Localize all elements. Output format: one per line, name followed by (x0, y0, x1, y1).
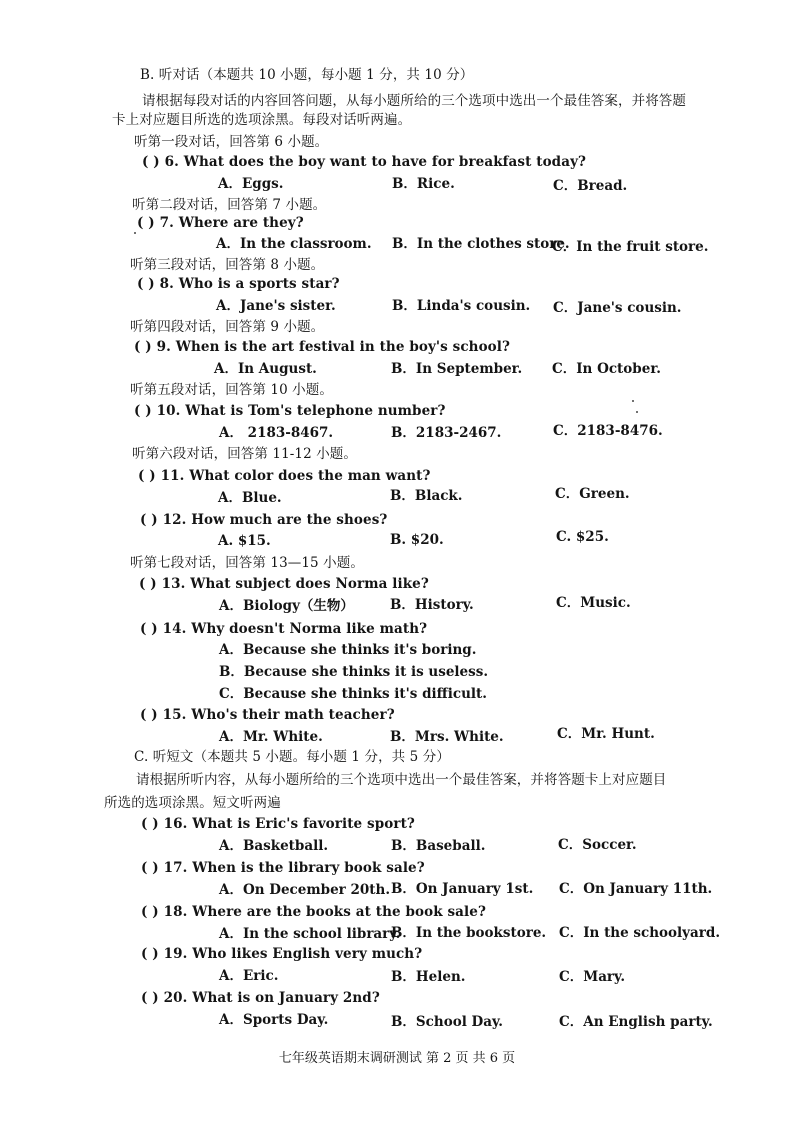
dialog-prompt-4: 听第四段对话，回答第 9 小题。 (130, 319, 325, 335)
option-a: A．Sports Day. (219, 1012, 329, 1028)
question-text: What is on January 2nd? (192, 990, 380, 1006)
question-number: 9. (156, 339, 171, 355)
section-b-instruction-1: 请根据每段对话的内容回答问题，从每小题所给的三个选项中选出一个最佳答案，并将答题 (142, 93, 686, 109)
option-c: C．Mary. (559, 969, 626, 985)
question-text: Where are the books at the book sale? (192, 904, 486, 920)
option-b: B．Helen. (391, 969, 466, 985)
question-17 (141, 859, 425, 877)
option-a: A．In the school library. (219, 926, 401, 942)
question-number: 6. (164, 154, 179, 170)
scan-speck (636, 411, 638, 413)
option-c: C．2183-8476. (553, 423, 663, 439)
option-b: B. $20. (390, 532, 444, 548)
question-text: When is the art festival in the boy's school? (175, 339, 511, 355)
dialog-prompt-7: 听第七段对话，回答第 13—15 小题。 (130, 555, 364, 571)
question-number: 15. (162, 707, 187, 723)
answer-paren[interactable]: ( ) (134, 339, 152, 355)
option-c: C．Mr. Hunt. (557, 726, 655, 742)
answer-paren[interactable]: ( ) (137, 215, 155, 231)
question-text: Where are they? (178, 215, 304, 231)
question-text: What color does the man want? (189, 468, 431, 484)
option-b: B．History. (390, 597, 474, 613)
answer-paren[interactable]: ( ) (138, 468, 156, 484)
question-11 (138, 467, 430, 485)
option-a: A．In the classroom. (216, 236, 372, 252)
answer-paren[interactable]: ( ) (139, 576, 157, 592)
answer-paren[interactable]: ( ) (140, 707, 158, 723)
question-number: 20. (163, 990, 188, 1006)
question-text: What does the boy want to have for breakfast today? (183, 154, 587, 170)
section-c-instruction-1: 请根据所听内容，从每小题所给的三个选项中选出一个最佳答案，并将答题卡上对应题目 (136, 772, 667, 788)
option-a: A．Eric. (219, 968, 279, 984)
option-b: B．Linda's cousin. (392, 298, 531, 314)
question-number: 13. (161, 576, 186, 592)
option-c: C．Green. (555, 486, 630, 502)
option-a: A．On December 20th. (219, 882, 391, 898)
answer-paren[interactable]: ( ) (140, 512, 158, 528)
question-number: 11. (160, 468, 185, 484)
option-c: C．In the schoolyard. (559, 925, 721, 941)
answer-paren[interactable]: ( ) (134, 403, 152, 419)
question-number: 14. (162, 621, 187, 637)
question-text: What is Tom's telephone number? (185, 403, 446, 419)
question-number: 16. (163, 816, 188, 832)
option-c: C．Soccer. (558, 837, 637, 853)
question-text: Who likes English very much? (192, 946, 423, 962)
option-a: A．Basketball. (219, 838, 329, 854)
option-a: A．Blue. (218, 490, 282, 506)
scan-speck (632, 400, 634, 402)
question-15 (140, 706, 395, 724)
question-16 (141, 815, 415, 833)
question-14 (140, 620, 427, 638)
option-b: B．On January 1st. (391, 881, 534, 897)
option-b: B．In the clothes store. (392, 236, 570, 252)
question-text: Who's their math teacher? (191, 707, 395, 723)
section-c-heading: C. 听短文（本题共 5 小题。每小题 1 分，共 5 分） (134, 749, 450, 765)
section-c-instruction-2: 所选的选项涂黑。短文听两遍 (104, 795, 281, 811)
option-c: C．Music. (556, 595, 631, 611)
answer-paren[interactable]: ( ) (137, 276, 155, 292)
option-b: B．Mrs. White. (390, 729, 504, 745)
question-10 (134, 402, 445, 420)
option-b: B．2183-2467. (391, 425, 502, 441)
option-a: A．Because she thinks it's boring. (219, 642, 477, 658)
question-text: How much are the shoes? (191, 512, 388, 528)
option-c: C．Jane's cousin. (553, 300, 682, 316)
question-text: Who is a sports star? (178, 276, 340, 292)
option-a: A．Biology（生物） (219, 598, 354, 614)
question-9 (134, 338, 510, 356)
option-b: B．In September. (391, 361, 523, 377)
option-c: C．An English party. (559, 1014, 713, 1030)
option-b: B．School Day. (391, 1014, 503, 1030)
option-b: B．In the bookstore. (391, 925, 547, 941)
question-text: What subject does Norma like? (190, 576, 429, 592)
section-b-instruction-2: 卡上对应题目所选的选项涂黑。每段对话听两遍。 (112, 112, 412, 128)
option-b: B．Rice. (392, 176, 455, 192)
option-a: A．In August. (214, 361, 317, 377)
question-number: 8. (159, 276, 174, 292)
question-number: 19. (163, 946, 188, 962)
answer-paren[interactable]: ( ) (142, 154, 160, 170)
question-7 (137, 214, 304, 232)
dialog-prompt-2: 听第二段对话，回答第 7 小题。 (132, 197, 327, 213)
question-number: 18. (163, 904, 188, 920)
question-8 (137, 275, 340, 293)
answer-paren[interactable]: ( ) (141, 816, 159, 832)
option-b: B．Black. (390, 488, 463, 504)
answer-paren[interactable]: ( ) (141, 860, 159, 876)
option-a: A．Jane's sister. (216, 298, 336, 314)
section-b-heading: B. 听对话（本题共 10 小题，每小题 1 分，共 10 分） (140, 67, 474, 83)
page-footer: 七年级英语期末调研测试 第 2 页 共 6 页 (278, 1051, 516, 1066)
dialog-prompt-3: 听第三段对话，回答第 8 小题。 (130, 257, 325, 273)
dialog-prompt-1: 听第一段对话，回答第 6 小题。 (134, 134, 329, 150)
answer-paren[interactable]: ( ) (140, 621, 158, 637)
option-a: A. $15. (218, 533, 271, 549)
answer-paren[interactable]: ( ) (141, 946, 159, 962)
option-b: B．Because she thinks it is useless. (219, 664, 489, 680)
option-a: A．Mr. White. (219, 729, 323, 745)
question-number: 17. (163, 860, 188, 876)
question-18 (141, 903, 486, 921)
option-c: C．Bread. (553, 178, 628, 194)
question-6 (142, 153, 586, 171)
option-b: B．Baseball. (391, 838, 486, 854)
answer-paren[interactable]: ( ) (141, 990, 159, 1006)
option-c: C．On January 11th. (559, 881, 713, 897)
option-c: C．In October. (552, 361, 661, 377)
answer-paren[interactable]: ( ) (141, 904, 159, 920)
question-number: 7. (159, 215, 174, 231)
question-text: What is Eric's favorite sport? (192, 816, 415, 832)
scan-speck (134, 232, 136, 234)
question-number: 10. (156, 403, 181, 419)
dialog-prompt-5: 听第五段对话，回答第 10 小题。 (130, 382, 333, 398)
question-20 (141, 989, 380, 1007)
option-a: A．Eggs. (218, 176, 284, 192)
question-12 (140, 511, 387, 529)
question-number: 12. (162, 512, 187, 528)
option-c: C. $25. (556, 529, 609, 545)
option-c: C．Because she thinks it's difficult. (219, 686, 487, 702)
option-a: A． 2183-8467. (219, 425, 334, 441)
question-text: Why doesn't Norma like math? (191, 621, 428, 637)
question-13 (139, 575, 429, 593)
dialog-prompt-6: 听第六段对话，回答第 11-12 小题。 (132, 446, 357, 462)
option-c: C．In the fruit store. (552, 239, 709, 255)
question-19 (141, 945, 422, 963)
question-text: When is the library book sale? (192, 860, 425, 876)
